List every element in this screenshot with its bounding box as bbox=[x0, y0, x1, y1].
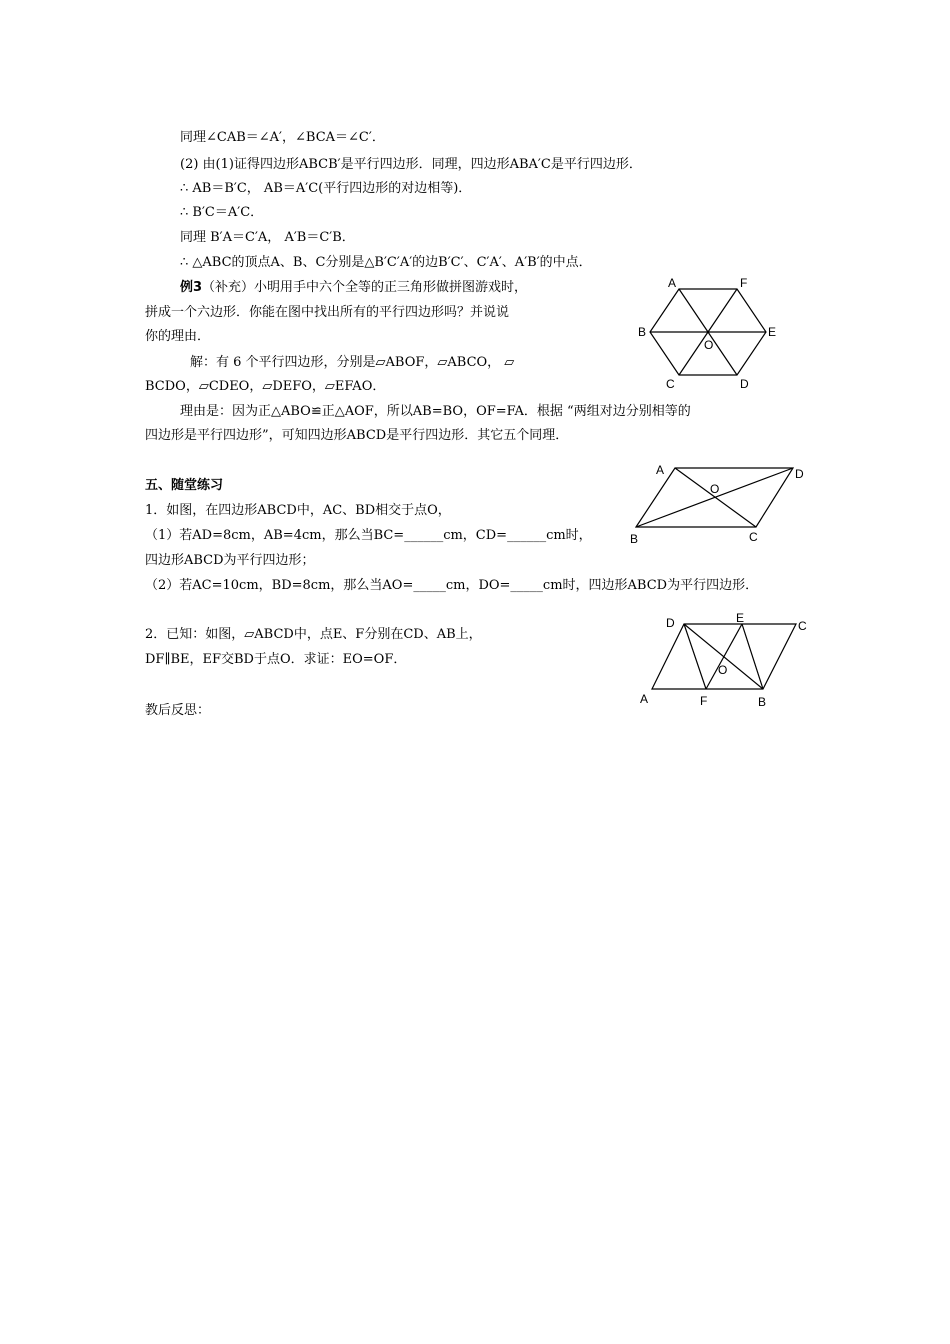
example-3-text: （补充）小明用手中六个全等的正三角形做拼图游戏时， bbox=[202, 280, 528, 295]
par2-label-d: D bbox=[666, 616, 675, 630]
example-3-line-2: 拼成一个六边形．你能在图中找出所有的平行四边形吗？并说说 bbox=[145, 305, 510, 320]
reason-line-2: 四边形是平行四边形”，可知四边形ABCD是平行四边形．其它五个同理． bbox=[145, 428, 569, 443]
solution-line-2: BCDO，▱CDEO，▱DEFO，▱EFAO． bbox=[145, 379, 386, 394]
par2-label-o: O bbox=[718, 663, 728, 677]
hex-label-o: O bbox=[704, 338, 714, 352]
example-3-label: 例3 bbox=[180, 280, 203, 295]
par1-label-d: D bbox=[795, 467, 804, 481]
hex-label-b: B bbox=[638, 325, 647, 339]
hex-label-d: D bbox=[740, 377, 749, 391]
practice-2-line-1: 2．已知：如图，▱ABCD中，点E、F分别在CD、AB上， bbox=[145, 627, 482, 642]
proof-line-2: (2) 由(1)证得四边形ABCB′是平行四边形．同理，四边形ABA′C是平行四边形． bbox=[180, 157, 642, 172]
practice-1-line-4: （2）若AC=10cm，BD=8cm，那么当AO=_____cm，DO=_____cm时，四边形ABCD为平行四边形． bbox=[145, 578, 759, 593]
par2-label-a: A bbox=[640, 692, 649, 706]
reason-line-1: 理由是：因为正△ABO≌正△AOF，所以AB=BO，OF=FA．根据 “两组对边分别相等的 bbox=[180, 404, 691, 419]
section-heading-practice: 五、随堂练习 bbox=[145, 478, 224, 493]
par1-label-a: A bbox=[656, 463, 665, 477]
segment-be bbox=[742, 624, 763, 689]
teaching-reflection: 教后反思： bbox=[145, 703, 211, 718]
solution-line-1: 解：有 6 个平行四边形，分别是▱ABOF，▱ABCO， ▱ bbox=[190, 355, 515, 370]
parallelogram-figure-1 bbox=[626, 460, 811, 548]
par2-label-f: F bbox=[700, 694, 708, 708]
par1-label-o: O bbox=[710, 482, 720, 496]
proof-line-1: 同理∠CAB＝∠A′，∠BCA＝∠C′． bbox=[180, 130, 385, 145]
par1-label-b: B bbox=[630, 532, 639, 546]
hex-label-c: C bbox=[666, 377, 675, 391]
hex-label-e: E bbox=[768, 325, 777, 339]
example-3-line-3: 你的理由． bbox=[145, 329, 211, 344]
practice-1-line-2: （1）若AD=8cm，AB=4cm，那么当BC=______cm，CD=______cm时， bbox=[145, 528, 592, 543]
practice-2-line-2: DF∥BE，EF交BD于点O．求证：EO=OF． bbox=[145, 652, 407, 667]
par2-label-c: C bbox=[798, 619, 807, 633]
par2-label-e: E bbox=[736, 612, 745, 625]
hex-label-a: A bbox=[668, 276, 677, 290]
proof-line-6: ∴ △ABC的顶点A、B、C分别是△B′C′A′的边B′C′、C′A′、A′B′的中点． bbox=[180, 255, 592, 270]
proof-line-4: ∴ B′C＝A′C． bbox=[180, 205, 264, 220]
hex-label-f: F bbox=[740, 276, 748, 290]
parallelogram-figure-2 bbox=[636, 612, 811, 712]
example-3-line-1 bbox=[180, 279, 527, 297]
practice-1-line-3: 四边形ABCD为平行四边形； bbox=[145, 553, 315, 568]
practice-1-line-1: 1．如图，在四边形ABCD中，AC、BD相交于点O， bbox=[145, 503, 451, 518]
proof-line-5: 同理 B′A＝C′A， A′B＝C′B． bbox=[180, 230, 355, 245]
par1-label-c: C bbox=[749, 530, 758, 544]
par2-label-b: B bbox=[758, 695, 767, 709]
hexagon-figure bbox=[636, 272, 786, 397]
proof-line-3: ∴ AB＝B′C， AB＝A′C(平行四边形的对边相等)． bbox=[180, 181, 472, 196]
segment-ef bbox=[706, 624, 742, 689]
